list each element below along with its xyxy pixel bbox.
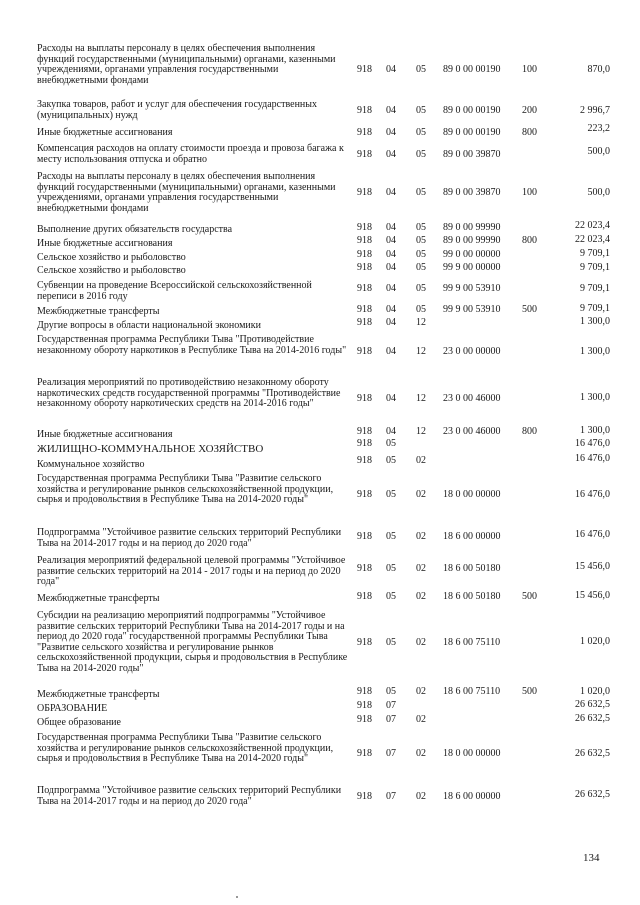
row-rz: 04 [386,64,396,75]
row-rz: 05 [386,563,396,574]
row-sum: 26 632,5 [575,748,610,759]
row-pr: 02 [416,714,426,725]
row-rz: 05 [386,455,396,466]
row-ved: 918 [357,531,372,542]
row-csr: 99 9 00 53910 [443,283,501,294]
row-csr: 99 9 00 53910 [443,304,501,315]
row-pr: 05 [416,249,426,260]
row-rz: 05 [386,591,396,602]
row-ved: 918 [357,249,372,260]
row-pr: 05 [416,235,426,246]
row-rz: 04 [386,187,396,198]
row-csr: 18 6 00 00000 [443,791,501,802]
row-ved: 918 [357,283,372,294]
row-ved: 918 [357,455,372,466]
row-pr: 05 [416,283,426,294]
row-csr: 18 0 00 00000 [443,489,501,500]
row-ved: 918 [357,127,372,138]
row-name: Иные бюджетные ассигнования [37,429,173,440]
row-sum: 9 709,1 [580,283,610,294]
row-ved: 918 [357,438,372,449]
row-sum: 9 709,1 [580,248,610,259]
row-csr: 23 0 00 46000 [443,426,501,437]
row-sum: 9 709,1 [580,262,610,273]
row-pr: 05 [416,187,426,198]
row-name: Другие вопросы в области национальной экономики [37,320,261,331]
row-sum: 223,2 [587,123,610,134]
row-ved: 918 [357,235,372,246]
row-ved: 918 [357,700,372,711]
row-csr: 18 6 00 75110 [443,686,501,697]
row-csr: 18 6 00 50180 [443,591,501,602]
row-pr: 05 [416,127,426,138]
row-name: Выполнение других обязательств государства [37,224,233,235]
row-pr: 05 [416,64,426,75]
row-pr: 02 [416,637,426,648]
row-sum: 1 020,0 [580,636,610,647]
row-name: Закупка товаров, работ и услуг для обеспечения государственных (муниципальных) нужд [37,99,318,121]
row-name: Компенсация расходов на оплату стоимости проезда и провоза багажа к месту использования отпуска и обратно [37,143,344,165]
row-name: Государственная программа Республики Тыва "Противодействие незаконному обороту наркотиков в Республике Тыва на 2014-2016 годы" [37,334,347,356]
row-rz: 05 [386,489,396,500]
row-sum: 22 023,4 [575,220,610,231]
row-name: Межбюджетные трансферты [37,306,160,317]
row-sum: 870,0 [587,64,610,75]
row-sum: 1 300,0 [580,392,610,403]
row-ved: 918 [357,149,372,160]
row-pr: 05 [416,149,426,160]
row-sum: 16 476,0 [575,529,610,540]
row-sum: 22 023,4 [575,234,610,245]
row-pr: 02 [416,748,426,759]
row-rz: 04 [386,222,396,233]
row-name: Межбюджетные трансферты [37,593,160,604]
row-rz: 07 [386,700,396,711]
row-sum: 26 632,5 [575,713,610,724]
row-name: Расходы на выплаты персоналу в целях обеспечения выполнения функций государственными (муниципальными) органами, казенными учреждениями, органами управления государственными внебюджетными фондами [37,43,336,86]
row-name: ЖИЛИЩНО-КОММУНАЛЬНОЕ ХОЗЯЙСТВО [37,443,264,455]
row-ved: 918 [357,686,372,697]
row-csr: 99 0 00 00000 [443,249,501,260]
row-vr: 500 [522,686,537,697]
row-name: ОБРАЗОВАНИЕ [37,703,108,714]
row-ved: 918 [357,262,372,273]
row-rz: 04 [386,304,396,315]
row-name: Иные бюджетные ассигнования [37,127,173,138]
row-csr: 89 0 00 00190 [443,64,501,75]
row-pr: 05 [416,304,426,315]
row-name: Реализация мероприятий федеральной целевой программы "Устойчивое развитие сельских территорий на 2014 - 2017 годы и на период до 2020 года" [37,555,346,587]
row-rz: 04 [386,249,396,260]
row-pr: 02 [416,455,426,466]
row-csr: 18 6 00 50180 [443,563,501,574]
row-vr: 500 [522,591,537,602]
row-csr: 89 0 00 99990 [443,222,501,233]
row-name: Государственная программа Республики Тыва "Развитие сельского хозяйства и регулирование рынков сельскохозяйственной продукции, сырья и продовольствия в Республике Тыва на 2014-2020 годы" [37,732,334,764]
row-pr: 05 [416,222,426,233]
row-ved: 918 [357,304,372,315]
row-sum: 1 020,0 [580,686,610,697]
row-sum: 26 632,5 [575,789,610,800]
row-csr: 89 0 00 00190 [443,105,501,116]
row-sum: 16 476,0 [575,453,610,464]
row-sum: 26 632,5 [575,699,610,710]
row-vr: 500 [522,304,537,315]
row-ved: 918 [357,748,372,759]
row-ved: 918 [357,393,372,404]
row-csr: 89 0 00 39870 [443,149,501,160]
row-ved: 918 [357,222,372,233]
row-csr: 18 6 00 75110 [443,637,501,648]
row-name: Расходы на выплаты персоналу в целях обеспечения выполнения функций государственными (муниципальными) органами, казенными учреждениями, органами управления государственными внебюджетными фондами [37,171,336,214]
row-ved: 918 [357,791,372,802]
row-name: Подпрограмма "Устойчивое развитие сельских территорий Республики Тыва на 2014-2017 годы и на период до 2020 года" [37,527,342,549]
row-name: Сельское хозяйство и рыболовство [37,265,186,276]
row-csr: 18 0 00 00000 [443,748,501,759]
row-rz: 07 [386,791,396,802]
row-rz: 04 [386,426,396,437]
row-sum: 1 300,0 [580,425,610,436]
row-ved: 918 [357,714,372,725]
row-rz: 04 [386,235,396,246]
row-rz: 04 [386,262,396,273]
row-name: Субсидии на реализацию мероприятий подпрограммы "Устойчивое развитие сельских территорий Республики Тыва на 2014-2017 годы и на период до 2020 года" государственной программы Республики Тыва "Развитие сельского хозяйства и регулирование рынков сельскохозяйственной продукции, сырья и продовольствия в Республике Тыва на 2014-2020 годы" [37,610,348,674]
row-sum: 15 456,0 [575,590,610,601]
row-rz: 05 [386,686,396,697]
row-name: Сельское хозяйство и рыболовство [37,252,186,263]
row-name: Иные бюджетные ассигнования [37,238,173,249]
row-sum: 9 709,1 [580,303,610,314]
row-pr: 12 [416,393,426,404]
row-rz: 07 [386,748,396,759]
row-name: Реализация мероприятий по противодействию незаконному обороту наркотических средств государственной программы "Противодействие незаконному обороту наркотических средств на 2014-2016 годы" [37,377,341,409]
row-vr: 800 [522,127,537,138]
row-ved: 918 [357,64,372,75]
row-sum: 500,0 [587,146,610,157]
scan-dot [236,896,238,898]
row-ved: 918 [357,346,372,357]
row-rz: 05 [386,438,396,449]
row-sum: 16 476,0 [575,438,610,449]
row-pr: 05 [416,262,426,273]
row-pr: 12 [416,317,426,328]
row-rz: 04 [386,393,396,404]
page-number: 134 [583,852,600,864]
row-rz: 04 [386,105,396,116]
row-pr: 12 [416,426,426,437]
row-name: Коммунальное хозяйство [37,459,145,470]
row-ved: 918 [357,563,372,574]
row-vr: 200 [522,105,537,116]
row-pr: 02 [416,489,426,500]
row-ved: 918 [357,591,372,602]
row-ved: 918 [357,489,372,500]
row-vr: 100 [522,64,537,75]
row-rz: 05 [386,637,396,648]
row-ved: 918 [357,637,372,648]
row-csr: 23 0 00 46000 [443,393,501,404]
row-pr: 02 [416,791,426,802]
row-sum: 500,0 [587,187,610,198]
row-name: Субвенции на проведение Всероссийской сельскохозяйственной переписи в 2016 году [37,280,312,302]
row-rz: 04 [386,127,396,138]
row-sum: 1 300,0 [580,316,610,327]
row-vr: 800 [522,426,537,437]
row-csr: 89 0 00 99990 [443,235,501,246]
row-pr: 05 [416,105,426,116]
row-rz: 04 [386,346,396,357]
row-pr: 02 [416,591,426,602]
row-pr: 02 [416,686,426,697]
row-rz: 07 [386,714,396,725]
row-csr: 23 0 00 00000 [443,346,501,357]
row-pr: 02 [416,563,426,574]
row-sum: 16 476,0 [575,489,610,500]
row-csr: 99 9 00 00000 [443,262,501,273]
row-rz: 04 [386,149,396,160]
row-csr: 18 6 00 00000 [443,531,501,542]
row-ved: 918 [357,105,372,116]
row-rz: 04 [386,317,396,328]
row-name: Межбюджетные трансферты [37,689,160,700]
row-vr: 800 [522,235,537,246]
row-ved: 918 [357,317,372,328]
row-csr: 89 0 00 39870 [443,187,501,198]
row-sum: 1 300,0 [580,346,610,357]
row-ved: 918 [357,426,372,437]
row-sum: 2 996,7 [580,105,610,116]
row-csr: 89 0 00 00190 [443,127,501,138]
row-name: Подпрограмма "Устойчивое развитие сельских территорий Республики Тыва на 2014-2017 годы и на период до 2020 года" [37,785,342,807]
row-pr: 02 [416,531,426,542]
row-rz: 05 [386,531,396,542]
row-name: Государственная программа Республики Тыва "Развитие сельского хозяйства и регулирование рынков сельскохозяйственной продукции, сырья и продовольствия в Республике Тыва на 2014-2020 годы" [37,473,334,505]
row-rz: 04 [386,283,396,294]
row-ved: 918 [357,187,372,198]
row-vr: 100 [522,187,537,198]
row-pr: 12 [416,346,426,357]
row-sum: 15 456,0 [575,561,610,572]
row-name: Общее образование [37,717,121,728]
